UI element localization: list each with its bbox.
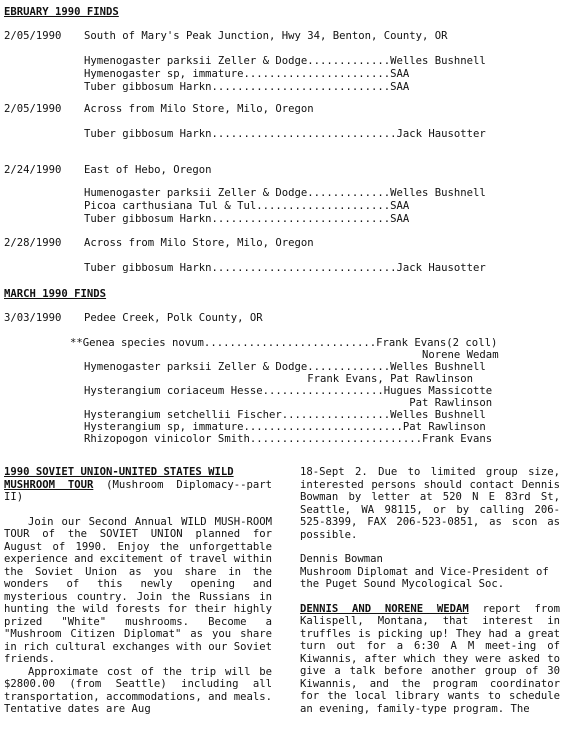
- tour-article: [4, 466, 272, 716]
- site-location: East of Hebo, Oregon: [84, 164, 212, 176]
- tour-paragraph: Join our Second Annual WILD MUSH-ROOM TOUR of the SOVIET UNION planned for August of 1990. Enjoy the unforgettable experience and excitement of travel within the Soviet Union as you share in the wonders of this newly opening and mysterious country. Join the Russians in hunting the wild forests for their highly prized "White" mushrooms. Become a "Mushroom Citizen Diplomat" as you share in rich cultural exchanges with our Soviet friends.: [4, 515, 272, 665]
- site-date: 2/05/1990: [4, 30, 62, 42]
- tour-paragraph: Approximate cost of the trip will be $2800.00 (from Seattle) including all transportation, accommodations, and meals. Tentative dates are Aug: [4, 665, 272, 715]
- march-heading: MARCH 1990 FINDS: [4, 288, 107, 300]
- site-location: Across from Milo Store, Milo, Oregon: [84, 237, 314, 249]
- site-location: South of Mary's Peak Junction, Hwy 34, Benton, County, OR: [84, 30, 448, 42]
- find-entry: Tuber gibbosum Harkn............................SAA: [84, 81, 410, 93]
- find-collector: Pat Rawlinson: [84, 397, 493, 409]
- find-entry: Picoa carthusiana Tul & Tul.....................SAA: [84, 200, 410, 212]
- wedam-text: report from Kalispell, Montana, that interest in truffles is picking up! They had a great turn out for a 6:30 A M meet-ing of Kiwannis, after which they were asked to give a talk before another group of 30 Kiwannis, and the program coordinator for the local library wants to schedule an evening, family-type program. The: [300, 602, 560, 715]
- signature-title: Mushroom Diplomat and Vice-President of the Puget Sound Mycological Soc.: [300, 565, 549, 590]
- site-location: Across from Milo Store, Milo, Oregon: [84, 103, 314, 115]
- tour-title-cont: MUSHROOM TOUR: [4, 478, 94, 491]
- find-entry: Tuber gibbosum Harkn.............................Jack Hausotter: [84, 128, 486, 140]
- site-date: 2/24/1990: [4, 164, 62, 176]
- tour-article-continued: [300, 466, 560, 715]
- find-entry: Hysterangium coriaceum Hesse...................Hugues Massicotte: [84, 385, 493, 397]
- february-heading: EBRUARY 1990 FINDS: [4, 6, 119, 18]
- find-entry: Humenogaster parksii Zeller & Dodge.............Welles Bushnell: [84, 187, 486, 199]
- tour-subtitle: (Mushroom Diplomacy--part II): [4, 478, 273, 503]
- find-entry: Hymenogaster parksii Zeller & Dodge.............Welles Bushnell: [84, 361, 486, 373]
- find-entry: **Genea species novum...........................Frank Evans(2 coll): [70, 337, 498, 349]
- find-collector: Frank Evans, Pat Rawlinson: [84, 373, 474, 385]
- signature-name: Dennis Bowman: [300, 553, 383, 565]
- site-date: 3/03/1990: [4, 312, 62, 324]
- site-date: 2/05/1990: [4, 103, 62, 115]
- find-entry: Rhizopogon vinicolor Smith...........................Frank Evans: [84, 433, 493, 445]
- find-collector: Norene Wedam: [84, 349, 499, 361]
- find-entry: Hysterangium setchellii Fischer.................Welles Bushnell: [84, 409, 486, 421]
- site-date: 2/28/1990: [4, 237, 62, 249]
- site-location: Pedee Creek, Polk County, OR: [84, 312, 263, 324]
- find-entry: Tuber gibbosum Harkn.............................Jack Hausotter: [84, 262, 486, 274]
- tour-title: 1990 SOVIET UNION-UNITED STATES WILD: [4, 466, 234, 478]
- find-entry: Hysterangium sp, immature.........................Pat Rawlinson: [84, 421, 486, 433]
- find-entry: Tuber gibbosum Harkn............................SAA: [84, 213, 410, 225]
- tour-paragraph: 18-Sept 2. Due to limited group size, interested persons should contact Dennis Bowman by letter at 520 N E 83rd St, Seattle, WA 98115, or by calling 206-525-8399, FAX 206-523-0851, as scon as possible.: [300, 466, 560, 541]
- wedam-heading: DENNIS AND NORENE WEDAM: [300, 602, 469, 615]
- find-entry: Hymenogaster parksii Zeller & Dodge.............Welles Bushnell: [84, 55, 486, 67]
- find-entry: Hymenogaster sp, immature.......................SAA: [84, 68, 410, 80]
